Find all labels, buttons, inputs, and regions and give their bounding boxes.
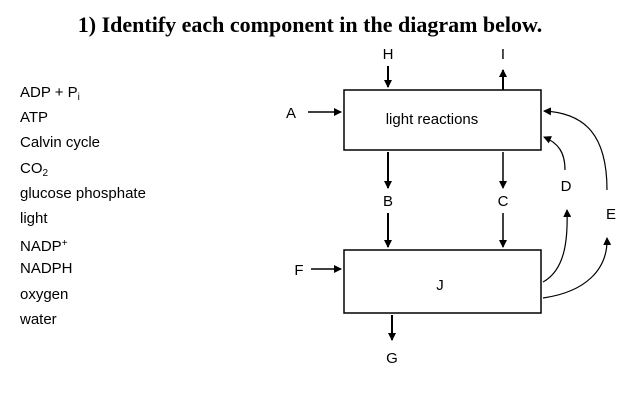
arrow-e-lower xyxy=(543,238,607,298)
word-bank-item: ATP xyxy=(20,109,49,127)
label-a: A xyxy=(285,105,297,122)
question-title: 1) Identify each component in the diagram below. xyxy=(77,12,543,37)
label-f: F xyxy=(294,262,304,279)
arrow-d-upper xyxy=(544,137,565,170)
label-c: C xyxy=(497,193,509,210)
label-i: I xyxy=(500,46,506,63)
word-bank-item: glucose phosphate xyxy=(20,184,146,202)
word-bank-item: NADP+ xyxy=(20,238,68,256)
word-bank-item: oxygen xyxy=(20,285,69,303)
word-bank-item: ADP + $P_i$ xyxy=(20,84,80,103)
label-h: H xyxy=(382,46,394,63)
word-bank-item: Calvin cycle xyxy=(20,134,101,152)
word-bank-item: $CO_2$ xyxy=(20,159,49,179)
box-j-label: J xyxy=(436,277,444,294)
word-bank-item: water xyxy=(20,310,57,328)
light-reactions-label: light reactions xyxy=(385,111,479,128)
word-bank-item: light xyxy=(20,209,48,227)
label-b: B xyxy=(382,193,394,210)
word-bank-item: NADPH xyxy=(20,260,73,278)
label-e: E xyxy=(605,206,617,223)
label-d: D xyxy=(560,178,572,195)
arrow-d-lower xyxy=(543,210,567,282)
label-g: G xyxy=(386,350,398,367)
arrow-e-upper xyxy=(544,111,607,190)
